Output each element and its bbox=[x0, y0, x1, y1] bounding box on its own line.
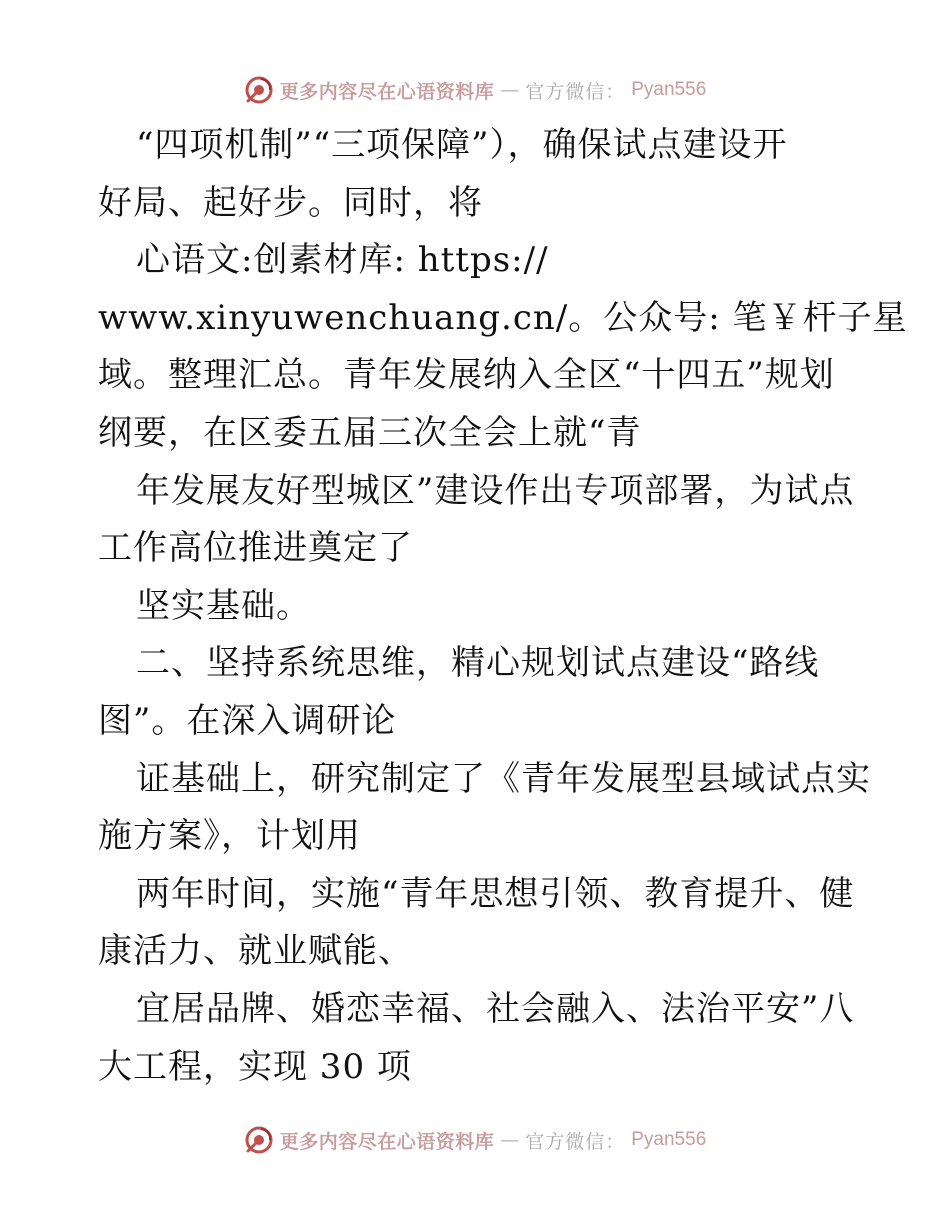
footer-banner bbox=[0, 1120, 950, 1160]
text-line: 大工程，实现 30 项 bbox=[98, 1046, 412, 1087]
text-line: 证基础上，研究制定了《青年发展型县域试点实 bbox=[136, 758, 871, 799]
document-body bbox=[98, 117, 908, 1096]
header-banner-text: 更多内容尽在心语资料库 bbox=[279, 80, 495, 103]
text-line: 康活力、就业赋能、 bbox=[98, 931, 413, 972]
header-banner bbox=[0, 70, 950, 110]
brand-logo-icon bbox=[244, 1125, 274, 1155]
text-line: 二、坚持系统思维，精心规划试点建设“路线 bbox=[136, 643, 820, 684]
text-line: 心语文:创素材库: https:// bbox=[136, 240, 549, 281]
text-line: 好局、起好步。同时，将 bbox=[98, 182, 483, 223]
header-wechat-label: 官方微信： bbox=[525, 80, 626, 103]
text-line: 宜居品牌、婚恋幸福、社会融入、法治平安”八 bbox=[136, 988, 855, 1029]
footer-banner-text: 更多内容尽在心语资料库 bbox=[279, 1130, 495, 1153]
text-line: 域。整理汇总。青年发展纳入全区“十四五”规划 bbox=[98, 355, 835, 396]
text-line: 年发展友好型城区”建设作出专项部署，为试点 bbox=[136, 470, 855, 511]
brand-logo-icon bbox=[244, 75, 274, 105]
header-wechat-id: Pyan556 bbox=[631, 79, 707, 100]
text-line: www.xinyuwenchuang.cn/。公众号: 笔￥杆子星 bbox=[98, 297, 908, 338]
text-line: 两年时间，实施“青年思想引领、教育提升、健 bbox=[136, 873, 855, 914]
header-banner-separator: — bbox=[500, 79, 520, 101]
text-line: 坚实基础。 bbox=[136, 585, 311, 626]
text-line: 工作高位推进奠定了 bbox=[98, 528, 413, 569]
text-line: “四项机制”“三项保障”），确保试点建设开 bbox=[136, 125, 788, 165]
footer-wechat-id: Pyan556 bbox=[631, 1129, 707, 1150]
text-line: 图”。在深入调研论 bbox=[98, 700, 397, 741]
text-line: 纲要，在区委五届三次全会上就“青 bbox=[98, 412, 642, 453]
text-line: 施方案》，计划用 bbox=[98, 816, 361, 857]
footer-wechat-label: 官方微信： bbox=[525, 1130, 626, 1153]
footer-banner-separator: — bbox=[500, 1129, 520, 1151]
